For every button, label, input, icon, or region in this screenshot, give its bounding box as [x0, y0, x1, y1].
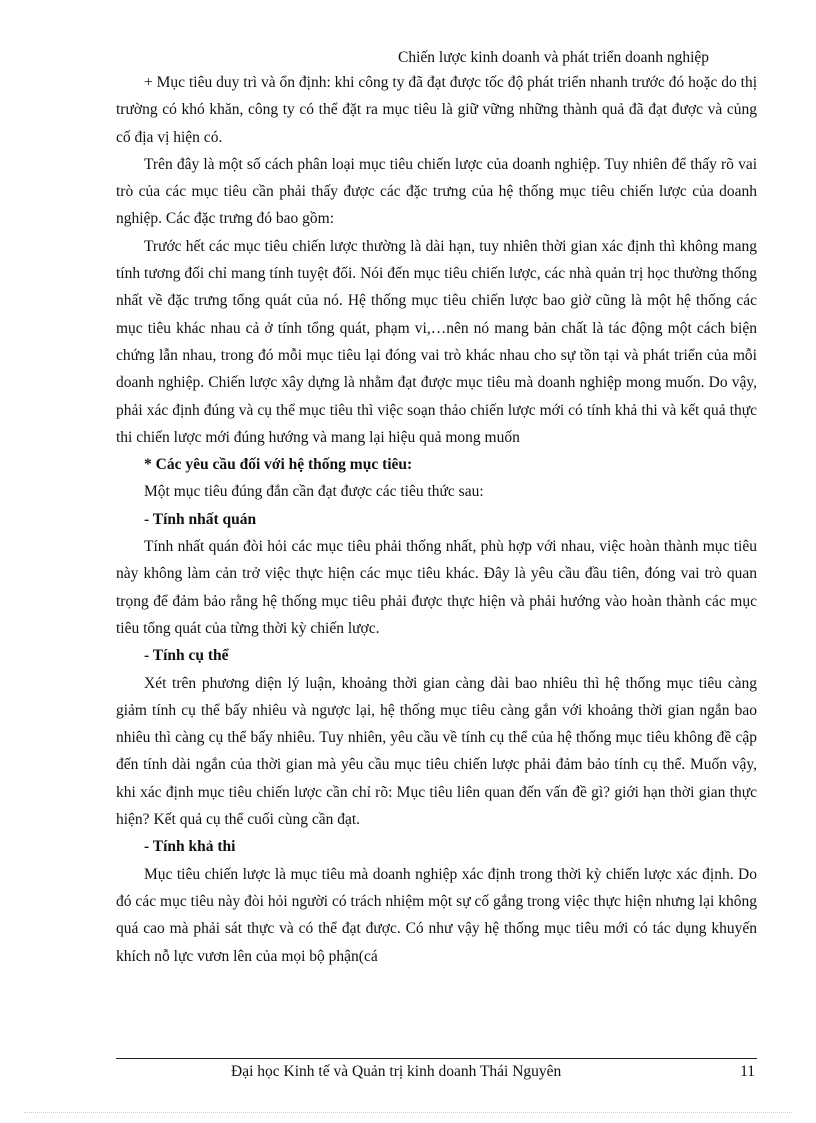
subheading-specificity: - Tính cụ thể [144, 647, 229, 665]
running-header [398, 49, 758, 67]
paragraph-criteria-intro: Một mục tiêu đúng đắn cần đạt được các tiêu thức sau: [144, 483, 484, 501]
page-body [116, 69, 757, 970]
paragraph-feasibility: Mục tiêu chiến lược là mục tiêu mà doanh nghiệp xác định trong thời kỳ chiến lược xác định. Do đó các mục tiêu này đòi hỏi người có trách nhiệm một sự cố gắng trong việc thực hiện nhưng lại không quá cao mà phải sát thực và có thể đạt được. Có như vậy hệ thống mục tiêu mới có tác dụng khuyến khích nỗ lực vươn lên của mọi bộ phận(cá [116, 865, 757, 965]
page-bottom-edge [24, 1112, 792, 1113]
paragraph-specificity: Xét trên phương diện lý luận, khoảng thời gian càng dài bao nhiêu thì hệ thống mục tiêu càng giảm tính cụ thể bấy nhiêu và ngược lại, hệ thống mục tiêu càng gắn với khoảng thời gian ngắn bao nhiêu thì càng cụ thể bấy nhiêu. Tuy nhiên, yêu cầu về tính cụ thể của hệ thống mục tiêu không đề cập đến tính dài ngắn của thời gian mà yêu cầu mục tiêu chiến lược phải đảm bảo tính cụ thể. Muốn vậy, khi xác định mục tiêu chiến lược cần chỉ rõ: Mục tiêu liên quan đến vấn đề gì? giới hạn thời gian thực hiện? Kết quả cụ thể cuối cùng cần đạt. [116, 674, 757, 829]
footer-institution: Đại học Kinh tế và Quản trị kinh doanh Thái Nguyên [231, 1063, 562, 1080]
section-heading-requirements: * Các yêu cầu đối với hệ thống mục tiêu: [144, 456, 413, 474]
paragraph-long-term-objectives: Trước hết các mục tiêu chiến lược thường là dài hạn, tuy nhiên thời gian xác định thì không mang tính tương đối chỉ mang tính tuyệt đối. Nói đến mục tiêu chiến lược, các nhà quản trị học thường thống nhất về đặc trưng tổng quát của nó. Hệ thống mục tiêu chiến lược bao giờ cũng là một hệ thống các mục tiêu khác nhau cả ở tính tổng quát, phạm vi,…nên nó mang bản chất là tác động một cách biện chứng lẫn nhau, trong đó mỗi mục tiêu lại đóng vai trò khác nhau cho sự tồn tại và phát triển của mỗi doanh nghiệp. Chiến lược xây dựng là nhằm đạt được mục tiêu mà doanh nghiệp mong muốn. Do vậy, phải xác định đúng và cụ thể mục tiêu thì việc soạn thảo chiến lược mới có tính khả thi và kết quả thực thi chiến lược mới đúng hướng và mang lại hiệu quả mong muốn [116, 237, 757, 446]
paragraph-maintain-stability: + Mục tiêu duy trì và ổn định: khi công ty đã đạt được tốc độ phát triển nhanh trước đó hoặc do thị trường có khó khăn, công ty có thể đặt ra mục tiêu là giữ vững những thành quả đã đạt được và củng cố địa vị hiện có. [116, 74, 757, 146]
paragraph-consistency: Tính nhất quán đòi hỏi các mục tiêu phải thống nhất, phù hợp với nhau, việc hoàn thành mục tiêu này không làm cản trở việc thực hiện các mục tiêu khác. Đây là yêu cầu đầu tiên, đóng vai trò quan trọng để đảm bảo rằng hệ thống mục tiêu phải được thực hiện và phải hướng vào hoàn thành các mục tiêu tổng quát của từng thời kỳ chiến lược. [116, 538, 757, 637]
subheading-consistency: - Tính nhất quán [144, 510, 257, 528]
page-number: 11 [740, 1063, 755, 1080]
paragraph-classification-summary: Trên đây là một số cách phân loại mục tiêu chiến lược của doanh nghiệp. Tuy nhiên để thấy rõ vai trò của các mục tiêu cần phải thấy được các đặc trưng của hệ thống mục tiêu chiến lược của doanh nghiệp. Các đặc trưng đó bao gồm: [116, 155, 757, 228]
page-footer [116, 1058, 757, 1080]
subheading-feasibility: - Tính khả thi [144, 838, 236, 856]
header-title: Chiến lược kinh doanh và phát triển doanh nghiệp [398, 49, 710, 66]
